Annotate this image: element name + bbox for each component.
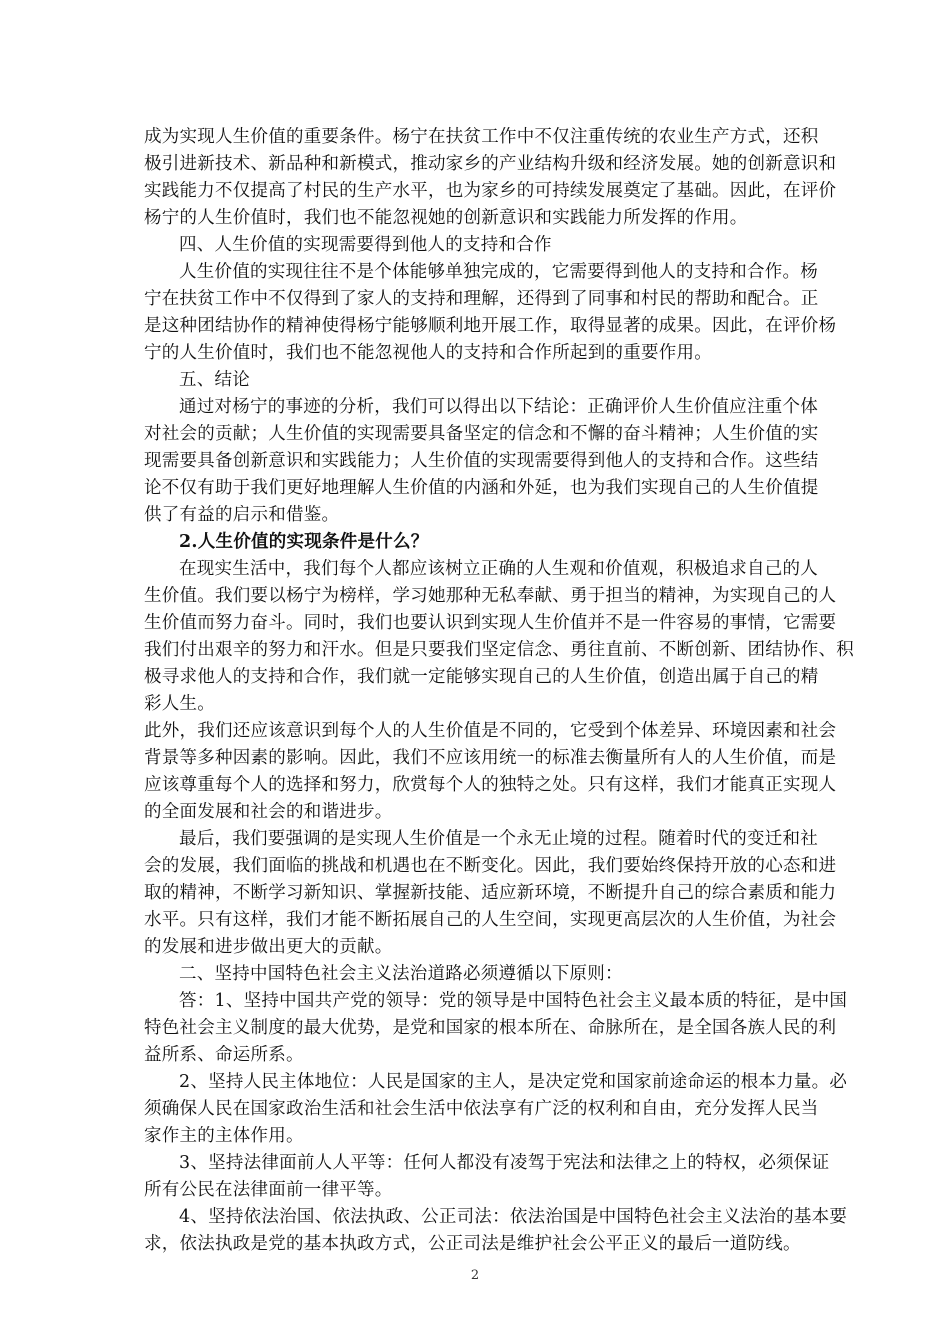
text-line: 论不仅有助于我们更好地理解人生价值的内涵和外延，也为我们实现自己的人生价值提 [144,478,819,498]
text-line: 宁的人生价值时，我们也不能忽视他人的支持和合作所起到的重要作用。 [144,343,712,363]
text-line: 的全面发展和社会的和谐进步。 [144,802,393,822]
text-line: 4、坚持依法治国、依法执政、公正司法：依法治国是中国特色社会主义法治的基本要 [179,1207,848,1227]
text-line: 成为实现人生价值的重要条件。杨宁在扶贫工作中不仅注重传统的农业生产方式，还积 [144,127,819,147]
text-line: 杨宁的人生价值时，我们也不能忽视她的创新意识和实践能力所发挥的作用。 [144,208,748,228]
text-line: 实践能力不仅提高了村民的生产水平，也为家乡的可持续发展奠定了基础。因此，在评价 [144,181,837,201]
text-line: 是这种团结协作的精神使得杨宁能够顺利地开展工作，取得显著的成果。因此，在评价杨 [144,316,837,336]
text-line: 益所系、命运所系。 [144,1045,304,1065]
text-line: 最后，我们要强调的是实现人生价值是一个永无止境的过程。随着时代的变迁和社 [179,829,818,849]
text-line: 彩人生。 [144,694,215,714]
section-heading: 四、人生价值的实现需要得到他人的支持和合作 [179,235,552,255]
text-line: 生价值。我们要以杨宁为榜样，学习她那种无私奉献、勇于担当的精神，为实现自己的人 [144,586,837,606]
text-line: 答：1、坚持中国共产党的领导：党的领导是中国特色社会主义最本质的特征，是中国 [179,991,848,1011]
text-line: 特色社会主义制度的最大优势，是党和国家的根本所在、命脉所在，是全国各族人民的利 [144,1018,837,1038]
text-line: 2、坚持人民主体地位：人民是国家的主人，是决定党和国家前途命运的根本力量。必 [179,1072,848,1092]
text-line: 会的发展，我们面临的挑战和机遇也在不断变化。因此，我们要始终保持开放的心态和进 [144,856,837,876]
page-number: 2 [470,1268,480,1283]
text-line: 水平。只有这样，我们才能不断拓展自己的人生空间，实现更高层次的人生价值，为社会 [144,910,837,930]
text-line: 生价值而努力奋斗。同时，我们也要认识到实现人生价值并不是一件容易的事情，它需要 [144,613,837,633]
text-line: 现需要具备创新意识和实践能力；人生价值的实现需要得到他人的支持和合作。这些结 [144,451,819,471]
text-line: 3、坚持法律面前人人平等：任何人都没有凌驾于宪法和法律之上的特权，必须保证 [179,1153,830,1173]
section-heading: 五、结论 [179,370,250,390]
section-heading: 二、坚持中国特色社会主义法治道路必须遵循以下原则： [179,964,623,984]
text-line: 家作主的主体作用。 [144,1126,304,1146]
text-line: 人生价值的实现往往不是个体能够单独完成的，它需要得到他人的支持和合作。杨 [179,262,818,282]
text-line: 极寻求他人的支持和合作，我们就一定能够实现自己的人生价值，创造出属于自己的精 [144,667,819,687]
text-line: 供了有益的启示和借鉴。 [144,505,340,525]
text-line: 的发展和进步做出更大的贡献。 [144,937,393,957]
text-line: 应该尊重每个人的选择和努力，欣赏每个人的独特之处。只有这样，我们才能真正实现人 [144,775,837,795]
text-line: 通过对杨宁的事迹的分析，我们可以得出以下结论：正确评价人生价值应注重个体 [179,397,818,417]
text-line: 背景等多种因素的影响。因此，我们不应该用统一的标准去衡量所有人的人生价值，而是 [144,748,837,768]
text-line: 求，依法执政是党的基本执政方式，公正司法是维护社会公平正义的最后一道防线。 [144,1234,801,1254]
text-line: 对社会的贡献；人生价值的实现需要具备坚定的信念和不懈的奋斗精神；人生价值的实 [144,424,819,444]
text-line: 宁在扶贫工作中不仅得到了家人的支持和理解，还得到了同事和村民的帮助和配合。正 [144,289,819,309]
text-line: 须确保人民在国家政治生活和社会生活中依法享有广泛的权利和自由，充分发挥人民当 [144,1099,819,1119]
text-line: 取的精神，不断学习新知识、掌握新技能、适应新环境，不断提升自己的综合素质和能力 [144,883,837,903]
text-line: 我们付出艰辛的努力和汗水。但是只要我们坚定信念、勇往直前、不断创新、团结协作、积 [144,640,854,660]
question-heading: 2.人生价值的实现条件是什么？ [179,532,429,552]
text-line: 在现实生活中，我们每个人都应该树立正确的人生观和价值观，积极追求自己的人 [179,559,818,579]
text-line: 所有公民在法律面前一律平等。 [144,1180,393,1200]
text-line: 此外，我们还应该意识到每个人的人生价值是不同的，它受到个体差异、环境因素和社会 [144,721,837,741]
text-line: 极引进新技术、新品种和新模式，推动家乡的产业结构升级和经济发展。她的创新意识和 [144,154,837,174]
